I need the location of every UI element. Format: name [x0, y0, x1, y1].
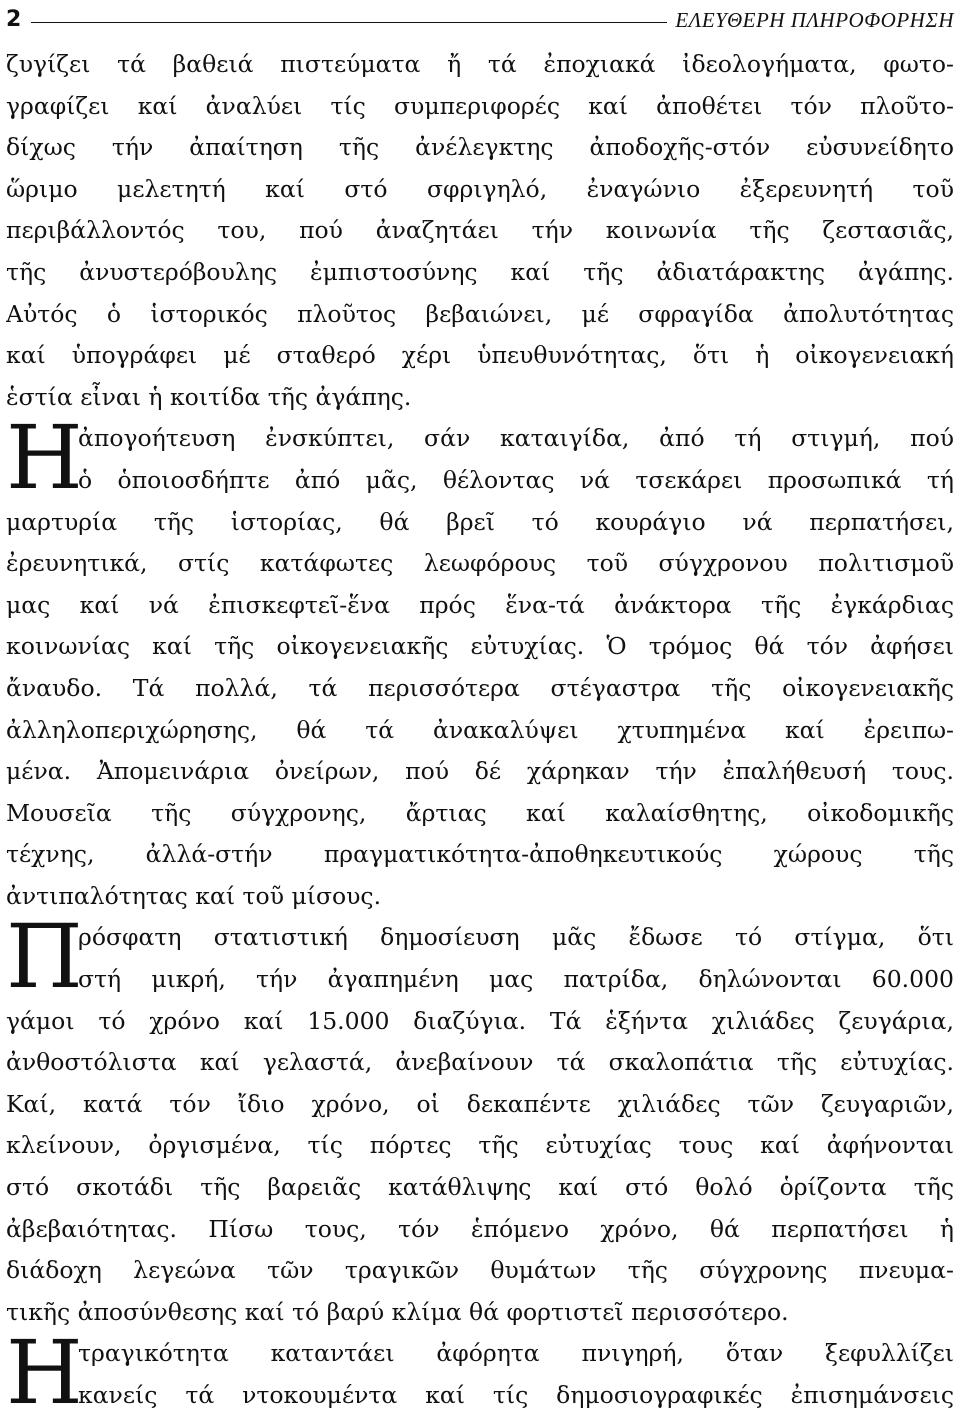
text-line: Καί, κατά τόν ἴδιο χρόνο, οἱ δεκαπέντε χιλιάδες τῶν ζευγαριῶν,: [6, 1089, 954, 1118]
text-line: τραγικότητα καταντάει ἀφόρητα πνιγηρή, ὅταν ξεφυλλίζει: [78, 1339, 954, 1368]
header-rule: [31, 22, 667, 23]
text-line: ἑστία εἶναι ἡ κοιτίδα τῆς ἀγάπης.: [6, 382, 412, 411]
text-line: μένα. Ἀπομεινάρια ὀνείρων, πού δέ χάρηκαν τήν ἐπαλήθευσή τους.: [6, 757, 954, 786]
paragraph: [6, 406, 954, 917]
paragraph: [6, 44, 954, 418]
text-line: ἀπογοήτευση ἐνσκύπτει, σάν καταιγίδα, ἀπό τή στιγμή, πού: [78, 424, 954, 453]
text-line: ὥριμο μελετητή καί στό σφριγηλό, ἐναγώνιο ἐξερευνητή τοῦ: [6, 174, 954, 203]
text-line: ἄναυδο. Τά πολλά, τά περισσότερα στέγαστρα τῆς οἰκογενειακῆς: [6, 673, 954, 702]
text-line: ἐρευνητικά, στίς κατάφωτες λεωφόρους τοῦ σύγχρονου πολιτισμοῦ: [6, 549, 954, 578]
paragraph: [6, 905, 954, 1333]
article-body: [6, 44, 954, 1424]
text-line: δίχως τήν ἀπαίτηση τῆς ἀνέλεγκτης ἀποδοχῆς-στόν εὐσυνείδητο: [6, 133, 954, 162]
text-line: ἀνθοστόλιστα καί γελαστά, ἀνεβαίνουν τά σκαλοπάτια τῆς εὐτυχίας.: [6, 1048, 954, 1077]
text-line: ζυγίζει τά βαθειά πιστεύματα ἤ τά ἐποχιακά ἰδεολογήματα, φωτο-: [6, 50, 954, 78]
text-line: διάδοχη λεγεώνα τῶν τραγικῶν θυμάτων τῆς σύγχρονης πνευμα-: [6, 1256, 954, 1285]
text-line: μας καί νά ἐπισκεφτεῖ-ἕνα πρός ἕνα-τά ἀνάκτορα τῆς ἐγκάρδιας: [6, 590, 954, 619]
text-line: γραφίζει καί ἀναλύει τίς συμπεριφορές καί ἀποθέτει τόν πλοῦτο-: [6, 91, 954, 120]
text-line: γάμοι τό χρόνο καί 15.000 διαζύγια. Τά ἑξήντα χιλιάδες ζευγάρια,: [6, 1006, 954, 1035]
text-line: κοινωνίας καί τῆς οἰκογενειακῆς εὐτυχίας. Ὁ τρόμος θά τόν ἀφήσει: [6, 632, 954, 661]
text-line: ἀβεβαιότητας. Πίσω τους, τόν ἑπόμενο χρόνο, θά περπατήσει ἡ: [6, 1214, 954, 1243]
text-line: κανείς τά ντοκουμέντα καί τίς δημοσιογραφικές ἐπισημάνσεις: [78, 1381, 954, 1409]
text-line: ἀντιπαλότητας καί τοῦ μίσους.: [6, 881, 382, 910]
text-line: τικῆς ἀποσύνθεσης καί τό βαρύ κλίμα θά φορτιστεῖ περισσότερο.: [6, 1297, 789, 1326]
text-line: στό σκοτάδι τῆς βαρειᾶς κατάθλιψης καί στό θολό ὁρίζοντα τῆς: [6, 1173, 954, 1202]
page-number: 2: [6, 7, 22, 32]
text-line: τέχνης, ἀλλά-στήν πραγματικότητα-ἀποθηκευτικούς χώρους τῆς: [6, 840, 954, 869]
text-line: Μουσεῖα τῆς σύγχρονης, ἄρτιας καί καλαίσθητης, οἰκοδομικῆς: [6, 798, 954, 827]
text-line: ὁ ὁποιοσδήπτε ἀπό μᾶς, θέλοντας νά τσεκάρει προσωπικά τή: [78, 465, 954, 494]
paragraph: [6, 1321, 954, 1424]
page-header: [6, 0, 954, 40]
text-line: ἀλληλοπεριχώρησης, θά τά ἀνακαλύψει χτυπημένα καί ἐρειπω-: [6, 715, 954, 744]
text-line: κλείνουν, ὀργισμένα, τίς πόρτες τῆς εὐτυχίας τους καί ἀφήνονται: [6, 1131, 954, 1160]
text-line: τῆς ἀνυστερόβουλης ἐμπιστοσύνης καί τῆς ἀδιατάρακτης ἀγάπης.: [6, 257, 954, 286]
text-line: ρόσφατη στατιστική δημοσίευση μᾶς ἔδωσε τό στίγμα, ὅτι: [78, 923, 954, 952]
drop-cap: Η: [6, 406, 83, 510]
drop-cap: Π: [6, 905, 83, 1009]
text-line: καί ὑπογράφει μέ σταθερό χέρι ὑπευθυνότητας, ὅτι ἡ οἰκογενειακή: [6, 341, 954, 370]
text-line: μαρτυρία τῆς ἱστορίας, θά βρεῖ τό κουράγιο νά περπατήσει,: [6, 507, 954, 536]
drop-cap: Η: [6, 1321, 83, 1424]
text-line: περιβάλλοντός του, πού ἀναζητάει τήν κοινωνία τῆς ζεστασιᾶς,: [6, 216, 954, 245]
text-line: στή μικρή, τήν ἀγαπημένη μας πατρίδα, δηλώνονται 60.000: [78, 965, 954, 994]
running-title: ΕΛΕΥΘΕΡΗ ΠΛΗΡΟΦΟΡΗΣΗ: [675, 7, 954, 32]
text-line: Αὐτός ὁ ἱστορικός πλοῦτος βεβαιώνει, μέ σφραγίδα ἀπολυτότητας: [6, 299, 954, 328]
